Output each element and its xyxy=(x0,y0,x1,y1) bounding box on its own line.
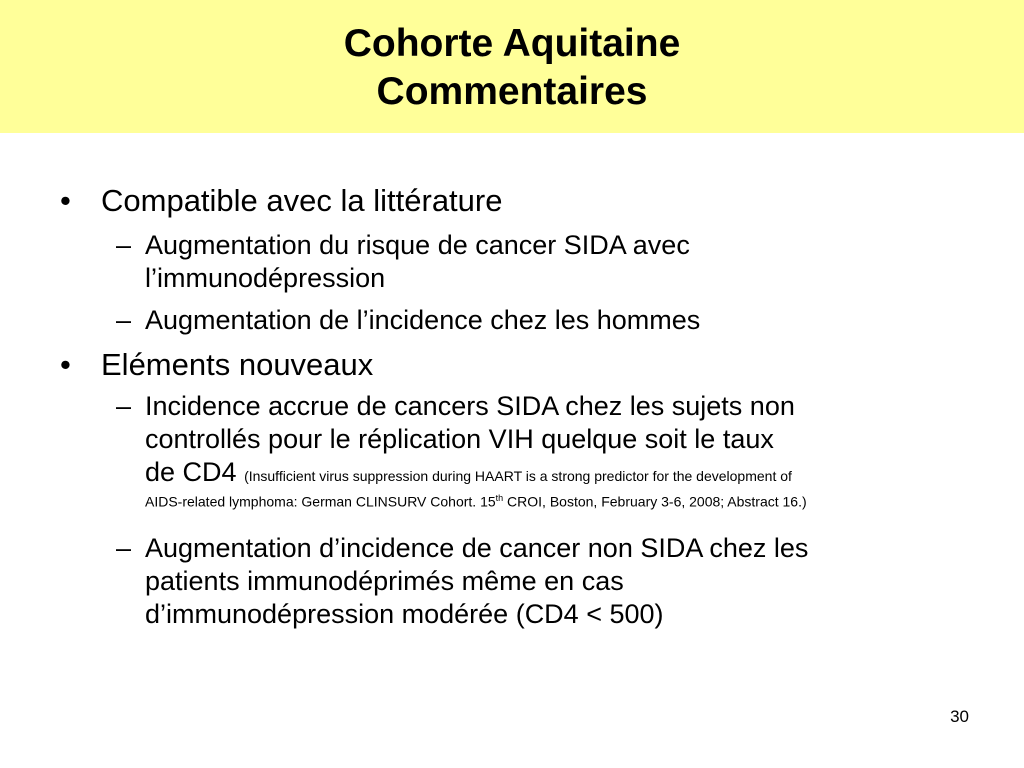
subitem-line: controllés pour le réplication VIH quelque soit le taux xyxy=(145,424,774,454)
subitem-text xyxy=(145,229,1005,295)
reference-part2: AIDS-related lymphoma: German CLINSURV Cohort. 15 xyxy=(145,493,496,510)
reference-superscript: th xyxy=(495,493,504,503)
subitem-line: Incidence accrue de cancers SIDA chez les sujets non xyxy=(145,391,795,421)
reference-part1: (Insufficient virus suppression during HAART is a strong predictor for the development of xyxy=(244,468,792,484)
subitem-line-main: de CD4 xyxy=(145,457,237,487)
subitem-line: Augmentation de l’incidence chez les hommes xyxy=(145,305,701,335)
subitem-text xyxy=(145,304,1005,337)
subitem-line: d’immunodépression modérée (CD4 < 500) xyxy=(145,599,664,629)
bullet-marker: • xyxy=(60,183,71,218)
dash-marker: – xyxy=(116,305,132,335)
slide-title-line1: Cohorte Aquitaine xyxy=(343,22,681,65)
subitem-text xyxy=(145,532,1005,631)
subitem-text xyxy=(145,390,1005,511)
slide-title-line2: Commentaires xyxy=(376,70,648,113)
subitem-line: patients immunodéprimés même en cas xyxy=(145,566,624,596)
bullet-marker: • xyxy=(60,347,71,382)
reference-line2 xyxy=(145,489,1005,511)
subitem-line: Augmentation du risque de cancer SIDA avec xyxy=(145,230,690,260)
page-number: 30 xyxy=(950,707,969,726)
dash-marker: – xyxy=(116,391,132,421)
subitem-line: Augmentation d’incidence de cancer non SIDA chez les xyxy=(145,533,809,563)
bullet-text: Compatible avec la littérature xyxy=(101,183,503,218)
dash-marker: – xyxy=(116,230,132,260)
subitem-line xyxy=(145,456,1005,489)
dash-marker: – xyxy=(116,533,132,563)
reference-citation xyxy=(244,468,792,484)
reference-part3: CROI, Boston, February 3-6, 2008; Abstract 16.) xyxy=(503,493,807,510)
bullet-text: Eléments nouveaux xyxy=(101,347,374,382)
subitem-line: l’immunodépression xyxy=(145,263,386,293)
